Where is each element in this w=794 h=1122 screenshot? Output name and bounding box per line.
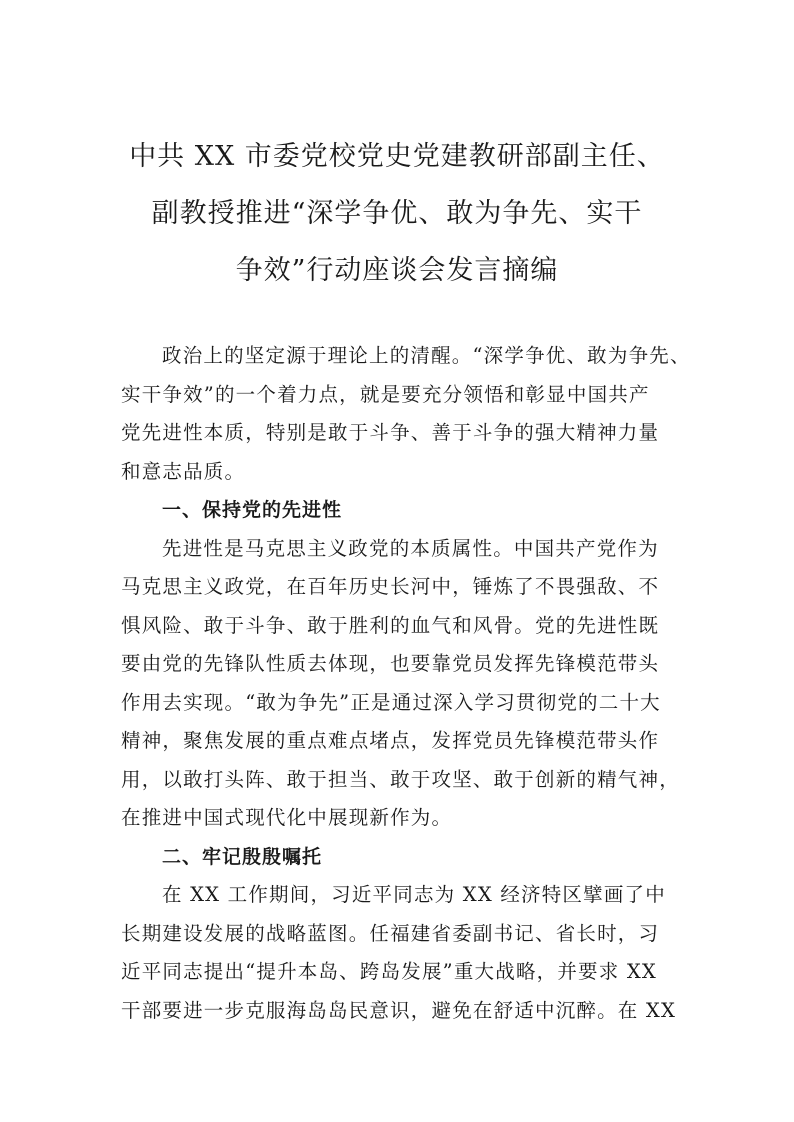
paragraph-line: 先进性是马克思主义政党的本质属性。中国共产党作为 [162,536,659,560]
paragraph-line: 长期建设发展的战略蓝图。任福建省委副书记、省长时，习 [121,921,660,945]
paragraph-line: 干部要进一步克服海岛岛民意识，避免在舒适中沉醉。在 XX [121,998,677,1022]
title-line: 中共 XX 市委党校党史党建教研部副主任、 [129,141,665,172]
paragraph-line: 马克思主义政党，在百年历史长河中，锤炼了不畏强敌、不 [121,575,660,598]
document-title [100,128,694,299]
paragraph-line: 在 XX 工作期间，习近平同志为 XX 经济特区擘画了中 [162,883,666,906]
paragraph-line: 党先进性本质，特别是敢于斗争、善于斗争的强大精神力量 [121,421,660,444]
paragraph-line: 要由党的先锋队性质去体现，也要靠党员发挥先锋模范带头 [121,652,660,675]
document-body [121,337,691,1030]
paragraph-line: 政治上的坚定源于理论上的清醒。“深学争优、敢为争先、 [162,344,691,367]
paragraph-line: 实干争效”的一个着力点，就是要充分领悟和彰显中国共产 [121,382,650,406]
paragraph-line: 近平同志提出“提升本岛、跨岛发展”重大战略，并要求 XX [121,960,658,983]
paragraph-line: 作用去实现。“敢为争先”正是通过深入学习贯彻党的二十大 [121,690,661,714]
title-line: 副教授推进“深学争优、敢为争先、实干 [151,198,643,229]
section-heading-2: 二、牢记殷殷嘱托 [162,845,323,868]
paragraph-line: 惧风险、敢于斗争、敢于胜利的血气和风骨。党的先进性既 [121,613,660,637]
title-line: 争效”行动座谈会发言摘编 [235,255,559,286]
paragraph-line: 和意志品质。 [121,459,246,483]
paragraph-line: 用，以敢打头阵、敢于担当、敢于攻坚、敢于创新的精气神， [121,767,680,791]
section-heading-1: 一、保持党的先进性 [162,499,343,521]
intro-paragraph [121,337,691,491]
section-1-paragraph [121,530,681,838]
section-2-paragraph [121,876,681,1030]
paragraph-line: 在推进中国式现代化中展现新作为。 [121,806,453,829]
paragraph-line: 精神，聚焦发展的重点难点堵点，发挥党员先锋模范带头作 [121,729,660,752]
